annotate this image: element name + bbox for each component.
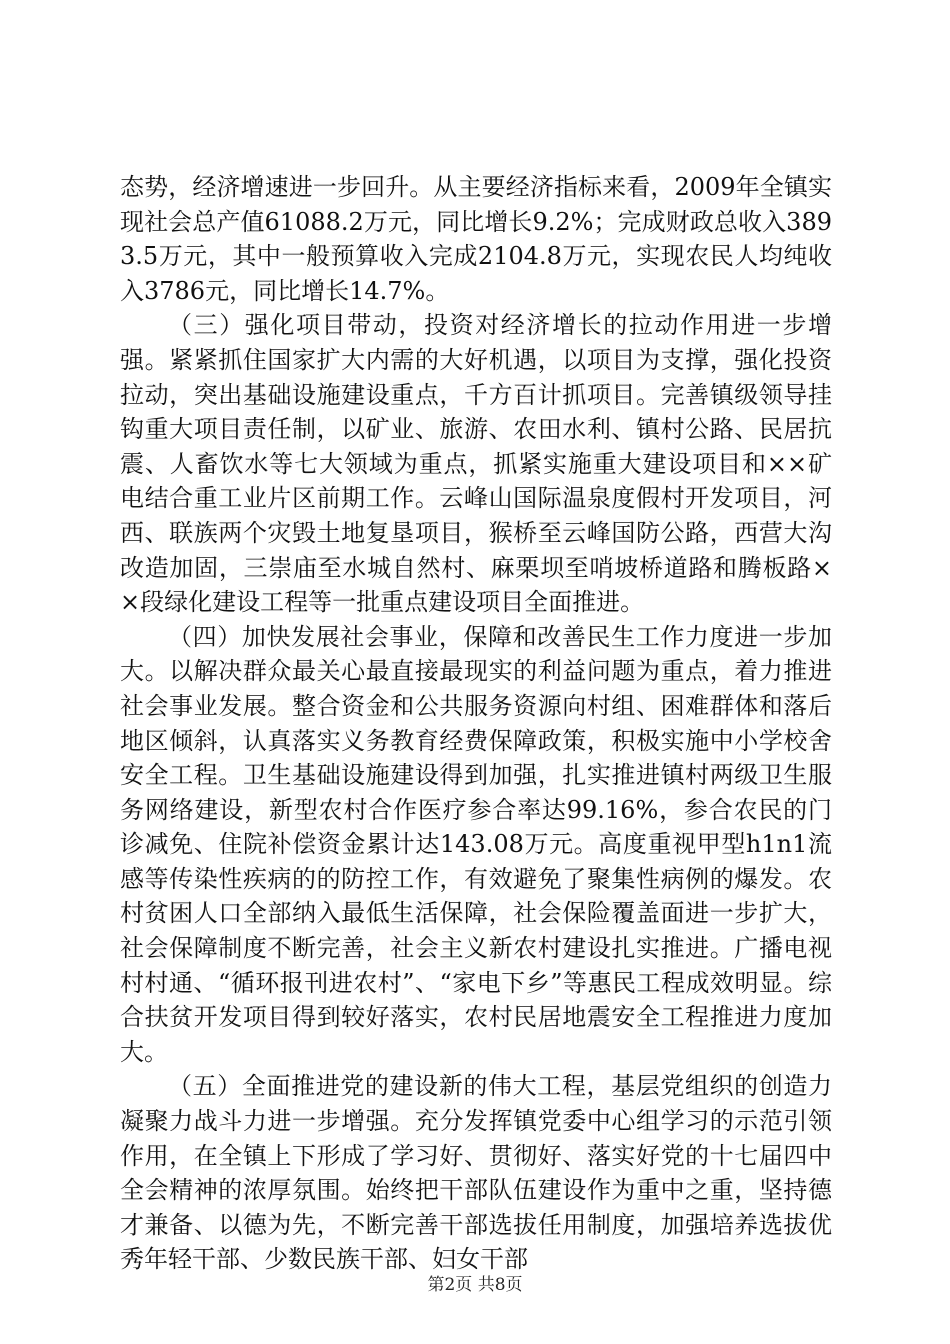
paragraph-economic-indicators: 态势，经济增速进一步回升。从主要经济指标来看，2009年全镇实现社会总产值61088.2万元，同比增长9.2%；完成财政总收入3893.5万元，其中一般预算收入完成2104.8万元，实现农民人均纯收入3786元，同比增长14.7%。 — [120, 173, 832, 305]
paragraph-social-affairs: （四）加快发展社会事业，保障和改善民生工作力度进一步加大。以解决群众最关心最直接最现实的利益问题为重点，着力推进社会事业发展。整合资金和公共服务资源向村组、困难群体和落后地区倾斜，认真落实义务教育经费保障政策，积极实施中小学校舍安全工程。卫生基础设施建设得到加强，扎实推进镇村两级卫生服务网络建设，新型农村合作医疗参合率达99.16%，参合农民的门诊减免、住院补偿资金累计达143.08万元。高度重视甲型h1n1流感等传染性疾病的的防控工作，有效避免了聚集性病例的爆发。农村贫困人口全部纳入最低生活保障，社会保险覆盖面进一步扩大，社会保障制度不断完善，社会主义新农村建设扎实推进。广播电视村村通、“循环报刊进农村”、“家电下乡”等惠民工程成效明显。综合扶贫开发项目得到较好落实，农村民居地震安全工程推进力度加大。 — [120, 622, 832, 1066]
page-number-footer: 第2页 共8页 — [427, 1275, 523, 1295]
paragraph-party-building: （五）全面推进党的建设新的伟大工程，基层党组织的创造力凝聚力战斗力进一步增强。充分发挥镇党委中心组学习的示范引领作用，在全镇上下形成了学习好、贯彻好、落实好党的十七届四中全会精神的浓厚氛围。始终把干部队伍建设作为重中之重，坚持德才兼备、以德为先，不断完善干部选拔任用制度，加强培养选拔优秀年轻干部、少数民族干部、妇女干部 — [120, 1072, 832, 1274]
paragraph-project-investment: （三）强化项目带动，投资对经济增长的拉动作用进一步增强。紧紧抓住国家扩大内需的大好机遇，以项目为支撑，强化投资拉动，突出基础设施建设重点，千方百计抓项目。完善镇级领导挂钩重大项目责任制，以矿业、旅游、农田水利、镇村公路、民居抗震、人畜饮水等七大领域为重点，抓紧实施重大建设项目和××矿电结合重工业片区前期工作。云峰山国际温泉度假村开发项目，河西、联族两个灾毁土地复垦项目，猴桥至云峰国防公路，西营大沟改造加固，三崇庙至水城自然村、麻栗坝至哨坡桥道路和腾板路××段绿化建设工程等一批重点建设项目全面推进。 — [120, 311, 832, 617]
document-body — [120, 170, 832, 1277]
